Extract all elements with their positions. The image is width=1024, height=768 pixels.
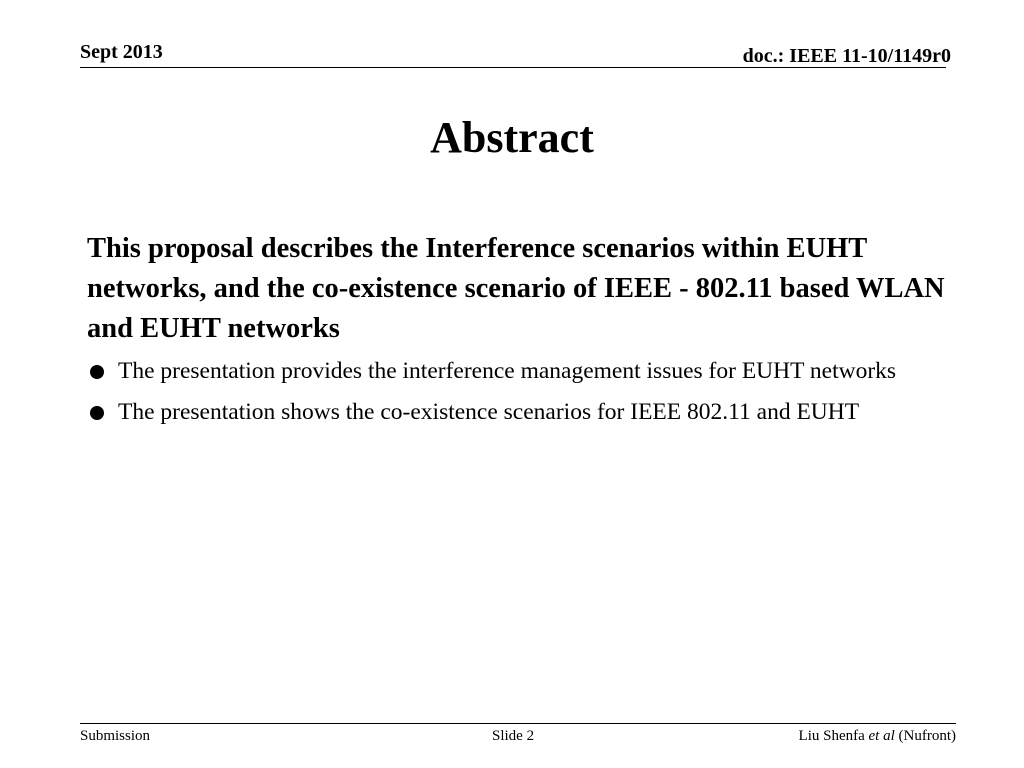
slide-body (87, 229, 947, 437)
bullet-item (87, 355, 947, 388)
footer-author-org: (Nufront) (898, 728, 956, 744)
header-date: Sept 2013 (80, 41, 163, 63)
bullet-dot-icon (90, 406, 104, 420)
bullet-item (87, 396, 947, 429)
footer-slide-number: Slide 2 (492, 728, 535, 744)
footer-author (799, 728, 956, 745)
footer-author-name: Liu Shenfa (798, 728, 865, 744)
bullet-text: The presentation shows the co-existence scenarios for IEEE 802.11 and EUHT (118, 399, 860, 425)
footer-divider (80, 723, 956, 724)
slide-title: Abstract (430, 113, 594, 162)
footer-submission: Submission (80, 728, 151, 744)
footer-author-etal: et al (868, 728, 895, 744)
bullet-text: The presentation provides the interference management issues for EUHT networks (118, 358, 897, 384)
bullet-dot-icon (90, 365, 104, 379)
header-divider (80, 67, 946, 68)
header-doc-id: doc.: IEEE 11-10/1149r0 (742, 45, 951, 67)
lead-paragraph: This proposal describes the Interference scenarios within EUHT networks, and the co-existence scenario of IEEE - 802.11 based WLAN and EUHT networks (87, 233, 945, 344)
